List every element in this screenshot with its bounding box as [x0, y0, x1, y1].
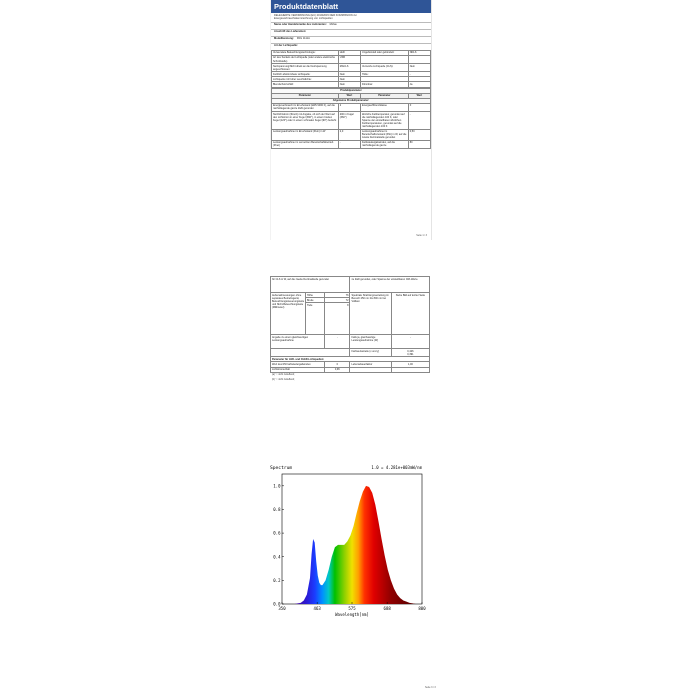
spectrum-area — [291, 486, 415, 604]
datasheet-page-2 — [270, 276, 430, 406]
table-cell: Wert — [408, 93, 430, 98]
table-cell — [391, 349, 429, 357]
table-cell: Wert — [338, 93, 360, 98]
table-cell: Art des Sockels der Lichtquelle (oder andere elektrische Schnittstelle) — [272, 55, 339, 63]
table-cell: Leistungsaufnahme im Ein-Zustand (Pein) in W — [272, 129, 339, 140]
table-cell: Falls ja, gleichwertige Leistungsaufnahme (W) — [350, 335, 391, 349]
table-cell: Nutzlichtstrom (Φnutz) mit Angabe, ob sich der Wert auf den Lichtstrom in einer Kugel (360°), in einem breiten Kegel (120°) oder in einem schmalen Kegel (90°) bezieht — [272, 112, 339, 129]
table-row — [272, 103, 431, 111]
table-cell: Farbwertanteile (x und y) — [350, 349, 391, 357]
table-cell: 80 — [408, 140, 430, 148]
table-row — [272, 112, 431, 129]
datasheet-page-1 — [270, 0, 432, 240]
table-cell: Dimmbar: — [361, 82, 409, 87]
product-parameter-table-continued — [270, 276, 430, 373]
table-cell: für CLS in W, auf die zweite Dezimalstelle gerundet — [271, 277, 350, 293]
table-cell: F — [408, 103, 430, 111]
table-row — [271, 293, 430, 298]
table-cell: Parameter für LED- und OLED-Lichtquellen: — [271, 357, 430, 362]
table-cell — [391, 367, 429, 372]
table-cell: Vernetzte Lichtquelle (CLS): — [361, 64, 409, 72]
table-cell: Siehe Bild auf letzter Seite — [391, 293, 429, 335]
table-cell: Farbwiedergabeindex, auf die nächstliegende ganze — [361, 140, 409, 148]
table-cell: - — [325, 335, 350, 349]
field-value: PAG 1111A — [296, 36, 310, 40]
table-cell: Außenabmessungen ohne separates Betriebsgerät, Beleuchtungssteuerungsteile und Nicht-Beleuchtungsteile (Millimeter) — [271, 293, 306, 335]
x-tick-label: 688 — [383, 606, 391, 611]
table-cell: 8 — [325, 303, 350, 335]
table-cell: 0,96 — [325, 367, 350, 372]
table-row — [271, 277, 430, 293]
table-row — [271, 335, 430, 349]
table-cell: Ja — [408, 82, 430, 87]
table-cell: Netzspannung/Nicht direkt an die Netzspannung angeschlossen: — [272, 64, 339, 72]
table-cell: Allgemeine Produktparameter: — [272, 98, 431, 103]
field-label: Modellkennung: — [274, 36, 294, 40]
supplier-field — [271, 22, 431, 29]
table-cell: Leistungsaufnahme im Bereitschaftszustand (Psb) in W, auf die zweite Dezimalstelle gerundet — [362, 130, 407, 140]
chart-annotation: 1.0 = 4.281e+003mW/nm — [371, 465, 422, 470]
table-cell: LED — [338, 50, 360, 55]
x-tick-label: 463 — [313, 606, 321, 611]
table-cell: Breite — [305, 298, 324, 303]
table-row — [272, 64, 431, 72]
table-cell: - — [338, 140, 360, 148]
regulation-subtitle: DELEGIERTE VERORDNUNG (EU) 2019/2015 DER KOMMISSION zur Energieverbrauchskennzeichnung von Lichtquellen — [274, 14, 357, 21]
table-cell: Ungebündelt oder gebündelt: — [361, 50, 409, 55]
table-row — [272, 82, 431, 87]
table-cell: 2,0 — [338, 129, 360, 140]
table-row — [272, 140, 431, 148]
table-cell — [271, 349, 350, 357]
y-tick-label: 0.4 — [273, 554, 281, 560]
field-label: Art der Lichtquelle: — [274, 43, 298, 47]
table-cell: USB — [338, 55, 360, 63]
table-cell — [361, 55, 409, 63]
table-cell: Lichtstromerhalt — [271, 367, 325, 372]
table-cell: Nein — [338, 77, 360, 82]
chroma-x: 0,426 — [407, 349, 414, 353]
supplier-field — [271, 36, 431, 43]
field-label: Anschrift des Lieferanten: — [274, 29, 307, 33]
supplier-field — [271, 29, 431, 36]
table-cell: Verwendete Beleuchtungstechnologie: — [272, 50, 339, 55]
y-tick-label: 0.2 — [273, 577, 281, 583]
table-cell: 0,50 — [408, 129, 430, 140]
table-cell — [350, 367, 391, 372]
page-number-3: Seite 3 / 3 — [425, 686, 436, 689]
table-cell: 200 in Kugel (360°) — [338, 112, 360, 129]
table-cell: 0 — [325, 362, 350, 367]
table-cell: Tiefe — [305, 303, 324, 335]
page-number: Seite 1 / 3 — [416, 234, 427, 237]
product-parameter-table — [271, 88, 431, 149]
supplier-field — [271, 43, 431, 50]
field-label: Name oder Handelsmarke des Lieferanten: — [274, 22, 327, 26]
table-cell: Spektrale Strahlungsverteilung im Bereich 250 nm bis 800 nm bei Volllast — [350, 293, 391, 335]
table-row — [272, 129, 431, 140]
x-tick-label: 575 — [348, 606, 356, 611]
table-cell: Energieeffizienzklasse — [361, 103, 409, 111]
table-cell: Angabe zu einem gleichwertigen Leistungsaufnahme — [271, 335, 325, 349]
y-tick-label: 0.8 — [273, 507, 281, 513]
table-cell: Produktparameter — [272, 88, 431, 93]
table-cell: 2 — [338, 103, 360, 111]
x-tick-label: 800 — [418, 606, 426, 611]
table-cell: Nein — [338, 82, 360, 87]
table-cell: Nein — [338, 72, 360, 77]
light-source-type-table — [271, 50, 431, 88]
table-cell: MACLS — [338, 64, 360, 72]
table-cell: Parameter — [272, 93, 339, 98]
table-cell: Wert des R9 Farbwiedergabeindex — [271, 362, 325, 367]
table-cell: - — [408, 72, 430, 77]
table-cell: Höhe — [305, 293, 324, 298]
y-tick-label: 0.0 — [273, 601, 281, 607]
footnote: (a) '-': nicht zutreffend; — [272, 373, 295, 376]
table-cell: Lichtquelle mit hoher Leuchtdichte: — [272, 77, 339, 82]
table-cell: - — [408, 112, 430, 129]
table-cell: Nein — [408, 64, 430, 72]
table-cell: - — [391, 335, 429, 349]
table-cell: Parameter — [361, 93, 409, 98]
table-cell: 1,00 — [391, 362, 429, 367]
table-cell — [408, 55, 430, 63]
chroma-y: 0,391 — [407, 352, 414, 356]
x-axis-label: Wavelength[nm] — [335, 612, 369, 617]
table-cell: Leistungsaufnahme im vernetzten Bereitschaftsbetrieb (Pnet) — [272, 140, 339, 148]
table-cell: Energieverbrauch im Ein-Zustand (kWh/1000 h), auf die nächstliegende ganze Zahl gerundet — [272, 103, 339, 111]
table-cell: Farblich abstimmbare Lichtquelle: — [272, 72, 339, 77]
page-title: Produktdatenblatt — [271, 0, 431, 13]
table-cell: ze Zahl gerundet, oder Spanne der einstellbaren CRI-Werte — [350, 277, 430, 293]
table-cell: Blendschutzschild: — [272, 82, 339, 87]
table-row — [271, 367, 430, 372]
chart-title: Spectrum — [270, 466, 293, 471]
spectrum-chart — [268, 462, 432, 622]
table-row — [272, 55, 431, 63]
y-tick-label: 1.0 — [273, 483, 281, 489]
x-tick-label: 350 — [278, 606, 286, 611]
field-value: Mofas — [329, 22, 337, 26]
y-tick-label: 0.6 — [273, 530, 281, 536]
table-cell: 76 — [325, 293, 350, 298]
table-row — [271, 349, 430, 357]
table-cell: ähnliche Farbtemperatur, gerundet auf die nächstliegenden 100 K, oder Spanne der einstellbaren ähnlichen Farbtemperaturen, gerundet auf die nächstliegenden 100 K — [361, 112, 409, 129]
table-cell: Lebensdauerfaktor — [350, 362, 391, 367]
table-cell: 72 — [325, 298, 350, 303]
table-cell: Hülle: — [361, 72, 409, 77]
table-cell: NDLS — [408, 50, 430, 55]
footnote: (b) '-': nicht zutreffend; — [272, 378, 295, 381]
